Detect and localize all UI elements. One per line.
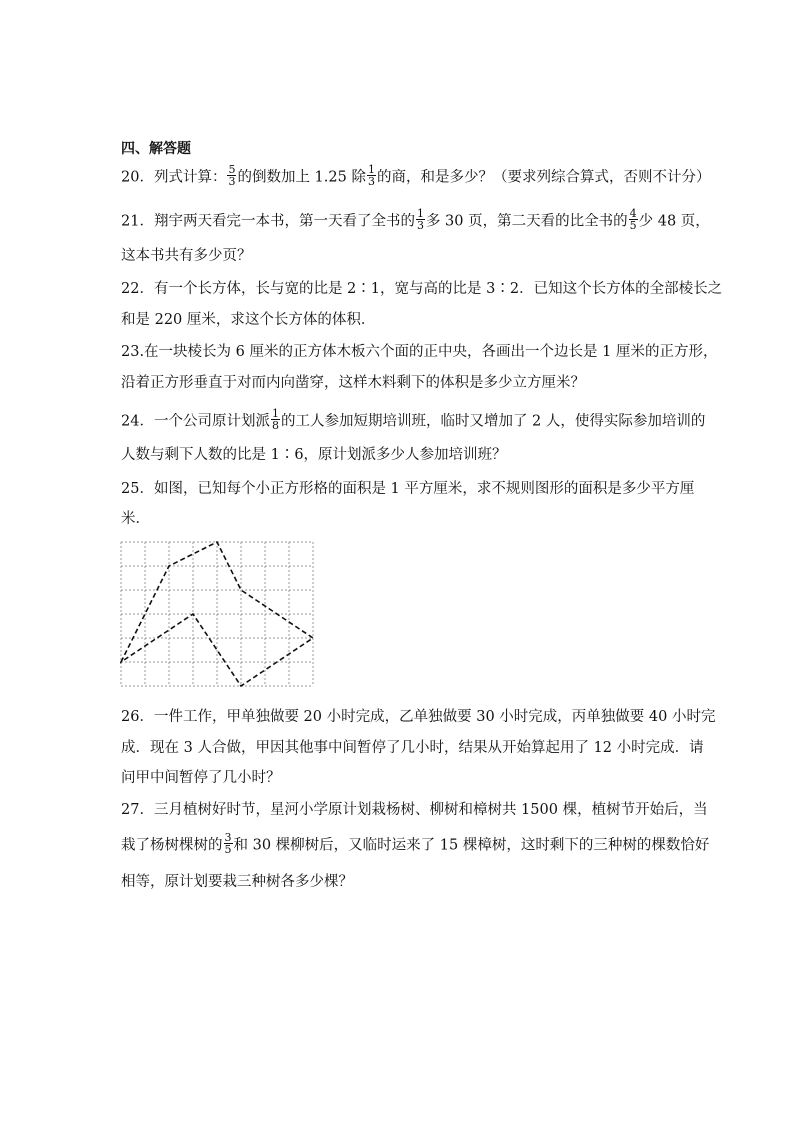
question-21: 21．翔宇两天看完一本书，第一天看了全书的 $\frac{1}{3}$ 多 30 页，第二天看的比全书的 $\frac{4}{5}$ 少 48 页， — [121, 207, 710, 232]
question-25-line-2: 米． — [121, 511, 150, 527]
question-27-line-2: 栽了杨树棵树的 $\frac{3}{5}$ 和 30 棵柳树后，又临时运来了 15 棵樟树，这时剩下的三种树的棵数恰好 — [121, 831, 710, 856]
fraction-1-3: $\frac{1}{3}$ — [367, 163, 375, 188]
fraction-4-5: $\frac{4}{5}$ — [629, 207, 637, 232]
question-26: 26．一件工作，甲单独做要 20 小时完成，乙单独做要 30 小时完成，丙单独做要 40 小时完 — [121, 709, 716, 725]
fraction-1-8: $\frac{1}{8}$ — [271, 407, 279, 432]
question-24-line-2: 人数与剩下人数的比是 1∶6，原计划派多少人参加培训班？ — [121, 447, 507, 463]
question-22-line-2: 和是 220 厘米，求这个长方体的体积． — [121, 312, 376, 328]
question-26-line-3: 问甲中间暂停了几小时？ — [121, 770, 281, 786]
question-21-line-2: 这本书共有多少页？ — [121, 248, 252, 264]
irregular-shape-diagram — [120, 541, 316, 691]
question-22: 22．有一个长方体，长与宽的比是 2∶1，宽与高的比是 3∶2．已知这个长方体的全部棱长之 — [121, 281, 723, 297]
question-25: 25．如图，已知每个小正方形格的面积是 1 平方厘米，求不规则图形的面积是多少平方厘 — [121, 481, 695, 497]
grid-lines — [121, 542, 313, 686]
fraction-1-3: $\frac{1}{3}$ — [416, 207, 424, 232]
question-27: 27．三月植树好时节，星河小学原计划栽杨树、柳树和樟树共 1500 棵，植树节开始后，当 — [121, 802, 708, 818]
fraction-3-5: $\frac{3}{5}$ — [224, 831, 232, 856]
question-24: 24．一个公司原计划派 $\frac{1}{8}$ 的工人参加短期培训班，临时又增加了 2 人，使得实际参加培训的 — [121, 407, 706, 432]
question-23: 23.在一块棱长为 6 厘米的正方体木板六个面的正中央，各画出一个边长是 1 厘米的正方形， — [121, 344, 718, 360]
question-27-line-3: 相等，原计划要栽三种树各多少棵？ — [121, 874, 353, 890]
grid-figure — [120, 541, 316, 695]
fraction-5-3: $\frac{5}{3}$ — [228, 163, 236, 188]
question-20: 20．列式计算： $\frac{5}{3}$ 的倒数加上 1.25 除 $\frac{1}{3}$ 的商，和是多少？（要求列综合算式，否则不计分） — [121, 163, 711, 188]
section-title: 四、解答题 — [121, 141, 191, 157]
question-23-line-2: 沿着正方形垂直于对而内向凿穿，这样木料剩下的体积是多少立方厘米？ — [121, 375, 585, 391]
question-26-line-2: 成．现在 3 人合做，甲因其他事中间暂停了几小时，结果从开始算起用了 12 小时完成．请 — [121, 740, 704, 756]
